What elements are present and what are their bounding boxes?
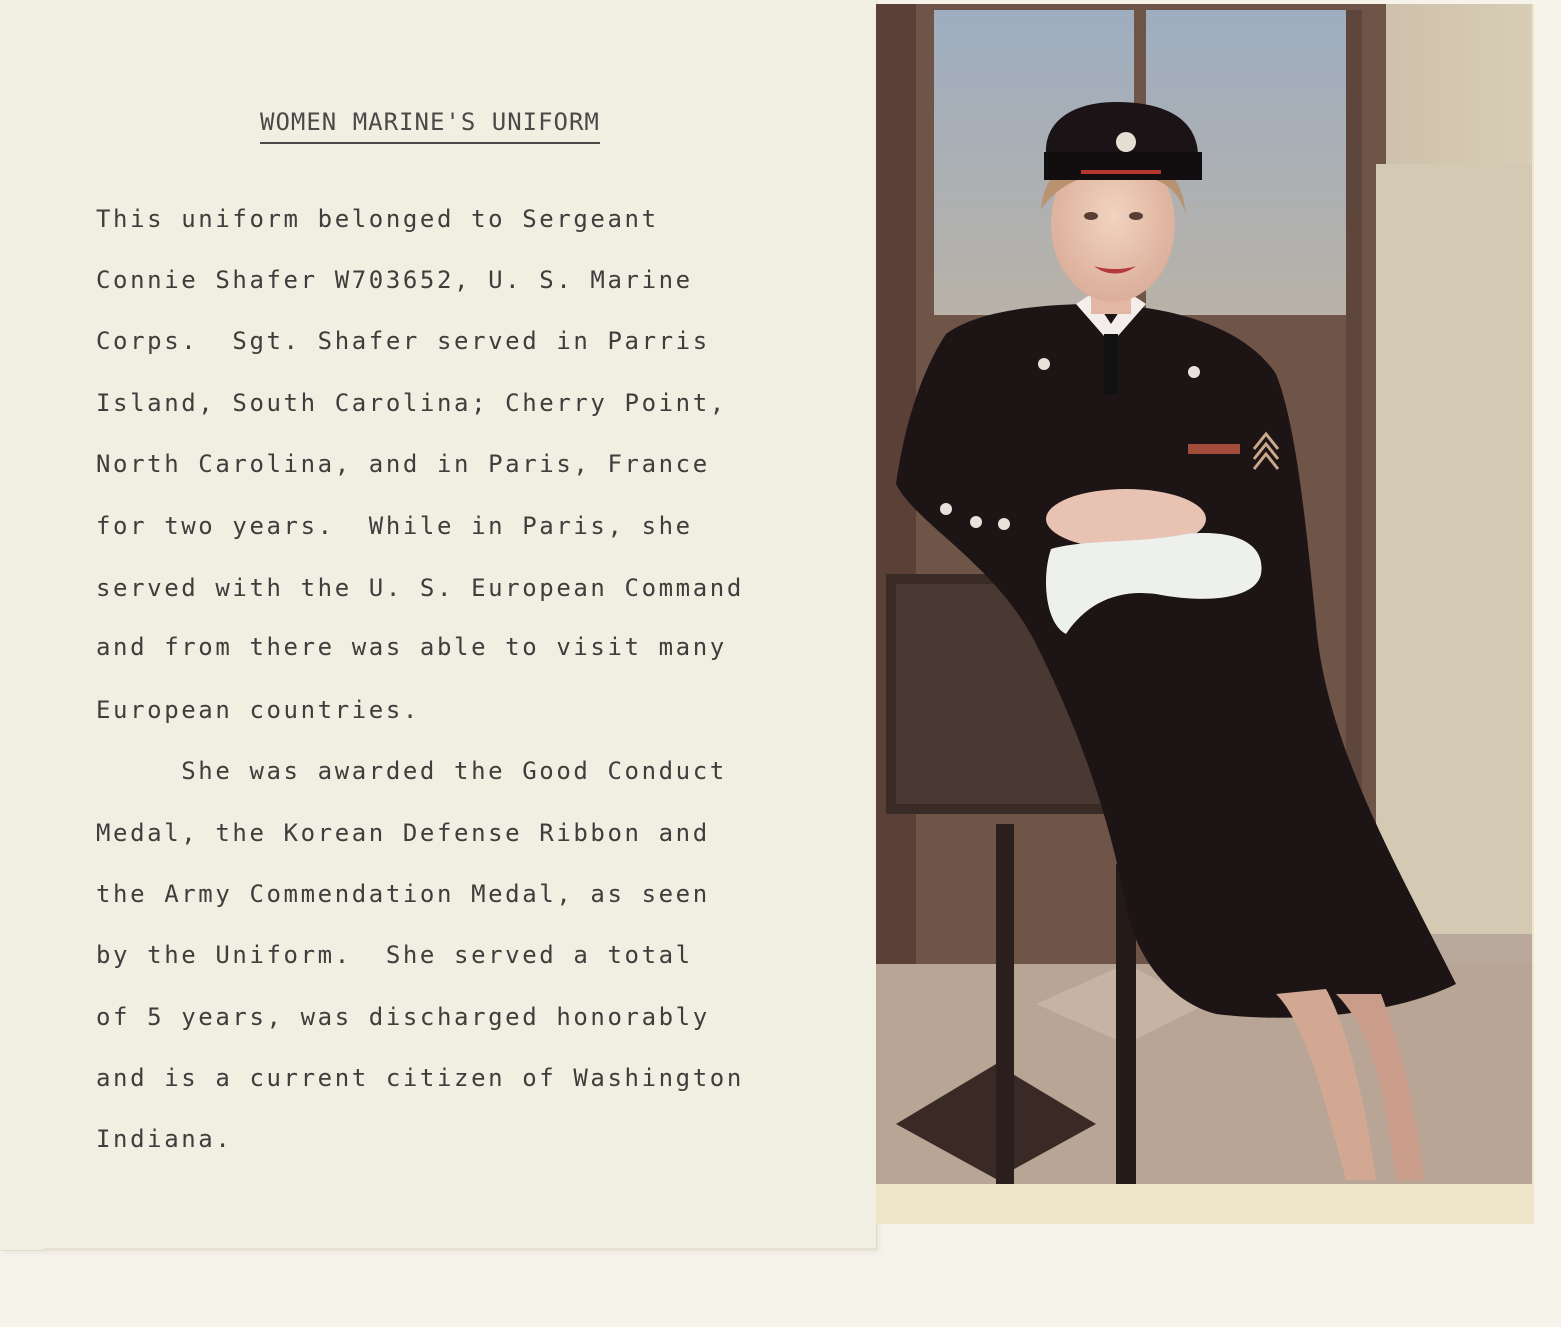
text-line: European countries. bbox=[96, 696, 420, 724]
cap-emblem bbox=[1116, 132, 1136, 152]
button bbox=[940, 503, 952, 515]
text-line: served with the U. S. European Command bbox=[96, 574, 744, 602]
text-line: Indiana. bbox=[96, 1125, 233, 1153]
sheet-edge bbox=[44, 1248, 876, 1251]
text-line: of 5 years, was discharged honorably bbox=[96, 1003, 710, 1031]
text-line: Medal, the Korean Defense Ribbon and bbox=[96, 819, 710, 847]
text-line: Connie Shafer W703652, U. S. Marine bbox=[96, 266, 693, 294]
document-title: WOMEN MARINE'S UNIFORM bbox=[260, 108, 600, 144]
portrait-photo bbox=[876, 4, 1532, 1184]
text-line: and from there was able to visit many bbox=[96, 633, 727, 661]
text-line: She was awarded the Good Conduct bbox=[96, 757, 727, 785]
button bbox=[998, 518, 1010, 530]
text-line: North Carolina, and in Paris, France bbox=[96, 450, 710, 478]
chair-leg bbox=[996, 824, 1014, 1184]
text-line: for two years. While in Paris, she bbox=[96, 512, 693, 540]
text-line: by the Uniform. She served a total bbox=[96, 941, 693, 969]
text-line: and is a current citizen of Washington bbox=[96, 1064, 744, 1092]
eye bbox=[1129, 212, 1143, 220]
button bbox=[970, 516, 982, 528]
eye bbox=[1084, 212, 1098, 220]
cap-band bbox=[1044, 152, 1202, 180]
necktie bbox=[1104, 334, 1118, 394]
text-line: Island, South Carolina; Cherry Point, bbox=[96, 389, 727, 417]
button bbox=[1188, 366, 1200, 378]
photo-frame bbox=[876, 4, 1534, 1224]
button bbox=[1038, 358, 1050, 370]
ribbon-bar bbox=[1188, 444, 1240, 454]
text-line: Corps. Sgt. Shafer served in Parris bbox=[96, 327, 710, 355]
text-line: the Army Commendation Medal, as seen bbox=[96, 880, 710, 908]
portrait-illustration bbox=[876, 4, 1532, 1184]
text-line: This uniform belonged to Sergeant bbox=[96, 205, 659, 233]
right-wall bbox=[1376, 164, 1532, 944]
